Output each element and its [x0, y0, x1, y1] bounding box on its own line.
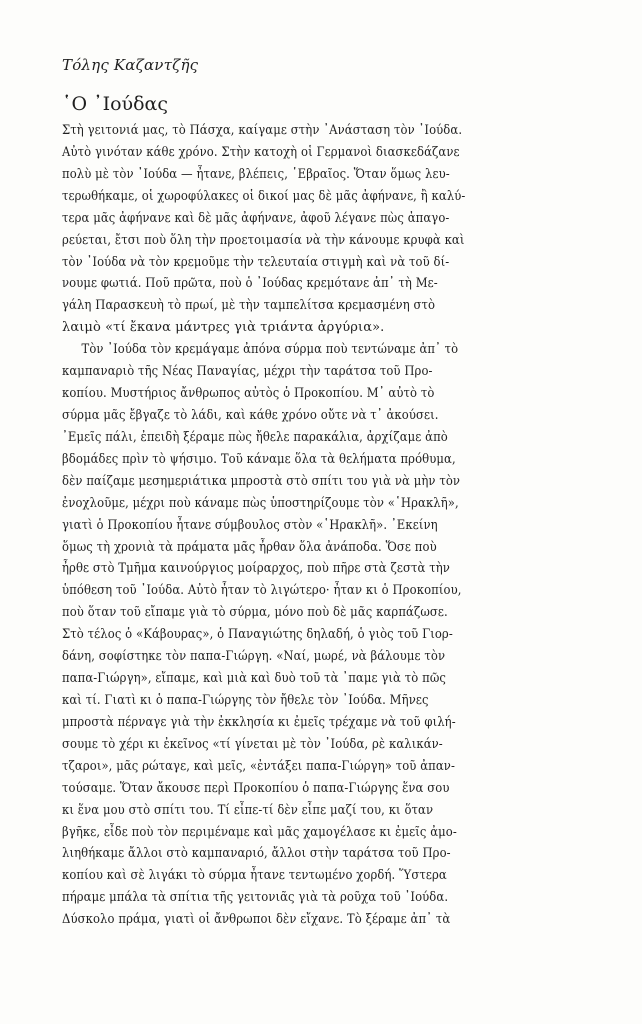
text-line: ποὺ ὅταν τοῦ εἴπαμε γιὰ τὸ σύρμα, μόνο ποὺ δὲ μᾶς καρπάζωσε. [62, 605, 448, 621]
text-line: κι ἕνα μου στὸ σπίτι του. Τί εἶπε-τί δὲν εἶπε μαζί του, κι ὅταν [62, 802, 434, 818]
text-line: τὸν ᾿Ιούδα νὰ τὸν κρεμοῦμε τὴν τελευταία στιγμὴ καὶ νὰ τοῦ δί- [62, 254, 450, 270]
text-line: γιατὶ ὁ Προκοπίου ἦτανε σύμβουλος στὸν «῾Ηρακλῆ». ᾿Εκείνη [62, 517, 438, 533]
text-line: βδομάδες πρὶν τὸ ψήσιμο. Τοῦ κάναμε ὅλα τὰ θελήματα πρόθυμα, [62, 451, 456, 467]
text-line: γάλη Παρασκευὴ τὸ πρωί, μὲ τὴν ταμπελίτσα κρεμασμένη στὸ [62, 298, 436, 314]
text-line: τερα μᾶς ἀφήνανε καὶ δὲ μᾶς ἀφήνανε, ἀφοῦ λέγανε πὼς ἀπαγο- [62, 210, 450, 226]
text-line: Αὐτὸ γινόταν κάθε χρόνο. Στὴν κατοχὴ οἱ Γερμανοὶ διασκεδάζανε [62, 144, 460, 160]
text-line: δάνη, σοφίστηκε τὸν παπα-Γιώργη. «Ναί, μωρέ, νὰ βάλουμε τὸν [62, 649, 446, 665]
text-line: καμπαναριὸ τῆς Νέας Παναγίας, μέχρι τὴν ταράτσα τοῦ Προ- [62, 364, 433, 380]
text-line: ρεύεται, ἔτσι ποὺ ὅλη τὴν προετοιμασία νὰ τὴν κάνουμε κρυφὰ καὶ [62, 232, 465, 248]
text-line: ὅμως τὴ χρονιὰ τὰ πράματα μᾶς ἦρθαν ὅλα ἀνάποδα. Ὅσε ποὺ [62, 539, 437, 555]
text-line: κοπίου καὶ σὲ λιγάκι τὸ σύρμα ἦτανε τεντωμένο χορδή. Ὕστερα [62, 868, 447, 884]
text-line: ἐνοχλοῦμε, μέχρι ποὺ κάναμε πὼς ὑποστηρίζουμε τὸν «῾Ηρακλῆ», [62, 495, 459, 511]
text-line: πολὺ μὲ τὸν ᾿Ιούδα — ἦτανε, βλέπεις, ῾Εβραῖος. Ὅταν ὅμως λευ- [62, 166, 450, 182]
text-line: λιηθήκαμε ἄλλοι στὸ καμπαναριό, ἄλλοι στὴν ταράτσα τοῦ Προ- [62, 846, 451, 862]
text-line: παπα-Γιώργη», εἴπαμε, καὶ μιὰ καὶ δυὸ τοῦ τὰ ᾿παμε γιὰ τὸ πῶς [62, 671, 446, 687]
text-line: βγῆκε, εἶδε ποὺ τὸν περιμέναμε καὶ μᾶς χαμογέλασε κι ἐμεῖς ἀμο- [62, 824, 457, 840]
text-line: δὲν παίζαμε μεσημεριάτικα μπροστὰ στὸ σπίτι του γιὰ νὰ μὴν τὸν [62, 473, 461, 489]
text-line: σύρμα μᾶς ἔβγαζε τὸ λάδι, καὶ κάθε χρόνο οὔτε νὰ τ᾿ ἀκούσει. [62, 407, 439, 423]
text-line: μπροστὰ πέρναγε γιὰ τὴν ἐκκλησία κι ἐμεῖς τρέχαμε νὰ τοῦ φιλή- [62, 714, 456, 730]
story-body [62, 120, 642, 931]
text-line: ὑπόθεση τοῦ ᾿Ιούδα. Αὐτὸ ἦταν τὸ λιγώτερο· ἦταν κι ὁ Προκοπίου, [62, 583, 462, 599]
text-line: Στὸ τέλος ὁ «Κάβουρας», ὁ Παναγιώτης δηλαδή, ὁ γιὸς τοῦ Γιορ- [62, 627, 453, 643]
text-line: πήραμε μπάλα τὰ σπίτια τῆς γειτονιᾶς γιὰ τὰ ροῦχα τοῦ ᾿Ιούδα. [62, 890, 449, 906]
text-line: τζαροι», μᾶς ρώταγε, καὶ μεῖς, «ἐντάξει παπα-Γιώργη» τοῦ ἀπαν- [62, 758, 455, 774]
text-line: τερωθήκαμε, οἱ χωροφύλακες οἱ δικοί μας δὲ μᾶς ἀφήνανε, ἢ καλύ- [62, 188, 466, 204]
text-line: λαιμὸ «τί ἔκανα μάντρες γιὰ τριάντα ἀργύρια». [62, 320, 385, 336]
text-line: ᾿Εμεῖς πάλι, ἐπειδὴ ξέραμε πὼς ἤθελε παρακάλια, ἀρχίζαμε ἀπὸ [62, 429, 448, 445]
text-line: νουμε φωτιά. Ποῦ πρῶτα, ποὺ ὁ ᾿Ιούδας κρεμότανε ἀπ᾿ τὴ Με- [62, 276, 438, 292]
text-line: κοπίου. Μυστήριος ἄνθρωπος αὐτὸς ὁ Προκοπίου. Μ᾿ αὐτὸ τὸ [62, 386, 435, 402]
text-line: Στὴ γειτονιά μας, τὸ Πάσχα, καίγαμε στὴν ᾿Ανάσταση τὸν ᾿Ιούδα. [62, 123, 463, 138]
story-title: ῾Ο ᾿Ιούδας [62, 93, 169, 115]
text-line: σουμε τὸ χέρι κι ἐκεῖνος «τί γίνεται μὲ τὸν ᾿Ιούδα, ρὲ καλικάν- [62, 736, 443, 752]
text-line: ἦρθε στὸ Τμῆμα καινούργιος μοίραρχος, ποὺ πῆρε στὰ ζεστὰ τὴν [62, 561, 450, 577]
text-line: Δύσκολο πράμα, γιατὶ οἱ ἄνθρωποι δὲν εἴχανε. Τὸ ξέραμε ἀπ᾿ τὰ [62, 912, 451, 928]
text-line: τούσαμε. Ὅταν ἄκουσε περὶ Προκοπίου ὁ παπα-Γιώργης ἕνα σου [62, 780, 450, 796]
text-line: Τὸν ᾿Ιούδα τὸν κρεμάγαμε ἀπόνα σύρμα ποὺ τεντώναμε ἀπ᾿ τὸ [81, 342, 459, 358]
text-line: καὶ τί. Γιατὶ κι ὁ παπα-Γιώργης τὸν ἤθελε τὸν ᾿Ιούδα. Μῆνες [62, 692, 429, 708]
author-name: Τόλης Καζαντζῆς [62, 56, 199, 74]
